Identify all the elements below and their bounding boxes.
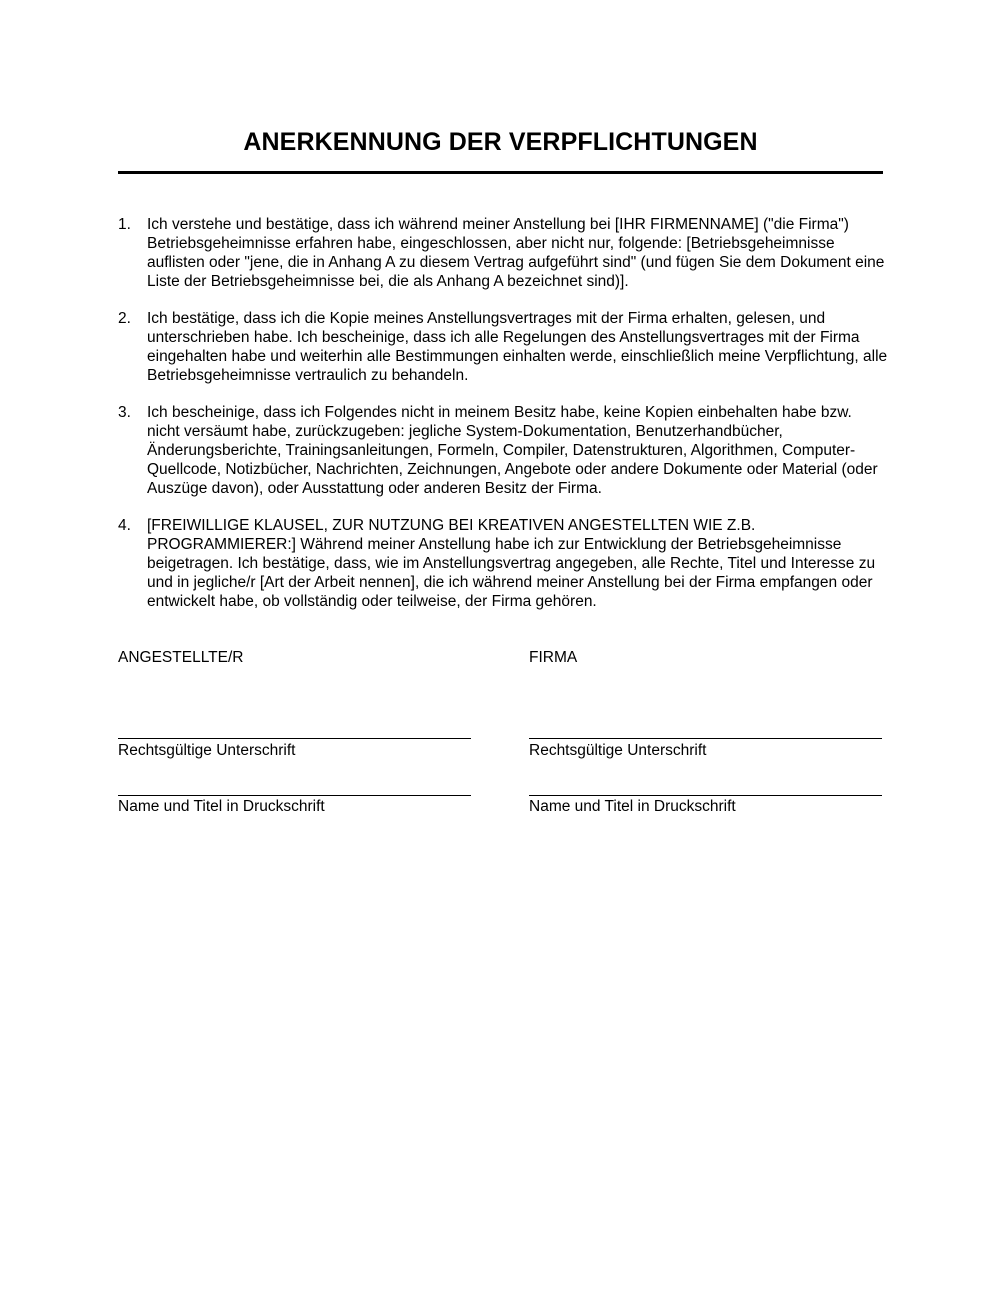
clause-item <box>118 403 888 498</box>
clause-text: Ich bestätige, dass ich die Kopie meines Anstellungsvertrages mit der Firma erhalten, gelesen, und unterschrieben habe. Ich bescheinige, dass ich alle Regelungen des Anstellungsvertrages mit der Firma eingehalten habe und weiterhin alle Bestimmungen einhalten werde, einschließlich meine Verpflichtung, alle Betriebsgeheimnisse vertraulich zu behandeln. <box>147 310 888 384</box>
clause-number: 3. <box>118 404 131 421</box>
employee-name-caption: Name und Titel in Druckschrift <box>118 798 325 815</box>
company-signature-line[interactable] <box>529 738 882 739</box>
title-divider <box>118 171 883 174</box>
employee-signature-line[interactable] <box>118 738 471 739</box>
clause-number: 4. <box>118 517 131 534</box>
company-name-line[interactable] <box>529 795 882 796</box>
employee-party-label: ANGESTELLTE/R <box>118 649 244 666</box>
clause-item <box>118 309 888 385</box>
clause-text: Ich verstehe und bestätige, dass ich während meiner Anstellung bei [IHR FIRMENNAME] ("die Firma") Betriebsgeheimnisse erfahren habe, eingeschlossen, aber nicht nur, folgende: [Betriebsgeheimnisse auflisten oder "jene, die in Anhang A zu diesem Vertrag aufgeführt sind" (und fügen Sie dem Dokument eine Liste der Betriebsgeheimnisse bei, die als Anhang A bezeichnet sind)]. <box>147 216 885 290</box>
clause-item <box>118 516 888 611</box>
company-name-caption: Name und Titel in Druckschrift <box>529 798 736 815</box>
clause-list <box>118 215 888 629</box>
employee-name-line[interactable] <box>118 795 471 796</box>
company-signature-caption: Rechtsgültige Unterschrift <box>529 742 707 759</box>
employee-signature-caption: Rechtsgültige Unterschrift <box>118 742 296 759</box>
clause-number: 1. <box>118 216 131 233</box>
clause-item <box>118 215 888 291</box>
clause-text: [FREIWILLIGE KLAUSEL, ZUR NUTZUNG BEI KREATIVEN ANGESTELLTEN WIE Z.B. PROGRAMMIERER:] Während meiner Anstellung habe ich zur Entwicklung der Betriebsgeheimnisse beigetragen. Ich bestätige, dass, wie im Anstellungsvertrag angegeben, alle Rechte, Titel und Interesse zu und in jegliche/r [Art der Arbeit nennen], die ich während meiner Anstellung bei der Firma empfangen oder entwickelt habe, ob vollständig oder teilweise, der Firma gehören. <box>147 517 876 610</box>
clause-number: 2. <box>118 310 131 327</box>
page-title: ANERKENNUNG DER VERPFLICHTUNGEN <box>243 128 758 156</box>
company-party-label: FIRMA <box>529 649 578 666</box>
clause-text: Ich bescheinige, dass ich Folgendes nicht in meinem Besitz habe, keine Kopien einbehalten habe bzw. nicht versäumt habe, zurückzugeben: jegliche System-Dokumentation, Benutzerhandbücher, Änderungsberichte, Trainingsanleitungen, Formeln, Compiler, Datenstrukturen, Algorithmen, Computer-Quellcode, Notizbücher, Nachrichten, Zeichnungen, Angebote oder andere Dokumente oder Material (oder Auszüge davon), oder Ausstattung oder anderen Besitz der Firma. <box>147 404 878 497</box>
